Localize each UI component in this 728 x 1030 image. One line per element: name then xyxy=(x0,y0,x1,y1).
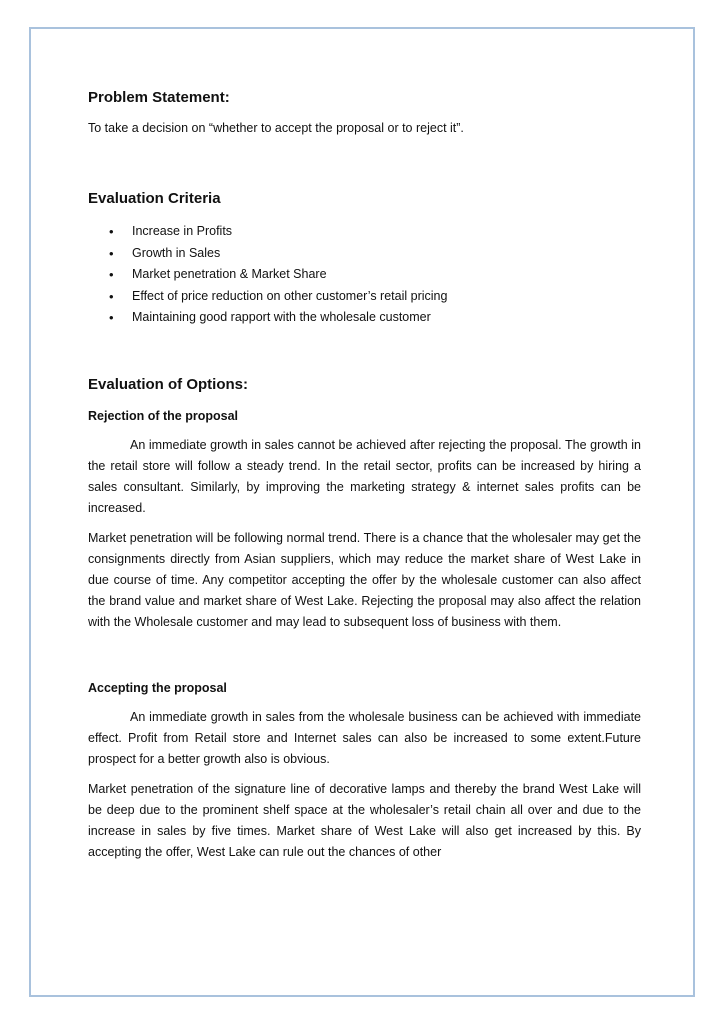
accepting-paragraph-2: Market penetration of the signature line of decorative lamps and thereby the brand West Lake will be deep due to the prominent shelf space at the wholesaler’s retail chain all over and due to the increase in sales by five times. Market share of West Lake will also get increased by this. By accepting the offer, West Lake can rule out the chances of other xyxy=(88,781,641,859)
rejection-heading: Rejection of the proposal xyxy=(88,408,239,423)
problem-statement-text: To take a decision on “whether to accept the proposal or to reject it”. xyxy=(88,121,464,135)
problem-statement-heading: Problem Statement: xyxy=(88,89,230,106)
evaluation-criteria-list xyxy=(88,221,641,329)
list-item: • Market penetration & Market Share xyxy=(88,264,641,286)
list-item: • Maintaining good rapport with the wholesale customer xyxy=(88,307,641,329)
rejection-paragraph-1: An immediate growth in sales cannot be achieved after rejecting the proposal. The growth in the retail store will follow a steady trend. In the retail sector, profits can be increased by hiring a sales consultant. Similarly, by improving the marketing strategy & internet sales profits can be increased. xyxy=(88,437,641,515)
evaluation-options-heading: Evaluation of Options: xyxy=(88,375,248,393)
rejection-paragraph-2: Market penetration will be following normal trend. There is a chance that the wholesaler may get the consignments directly from Asian suppliers, which may reduce the market share of West Lake in due course of time. Any competitor accepting the offer by the wholesale customer can also affect the brand value and market share of West Lake. Rejecting the proposal may also affect the relation with the Wholesale customer and may lead to subsequent loss of business with them. xyxy=(88,530,641,629)
list-item: • Effect of price reduction on other customer’s retail pricing xyxy=(88,286,641,308)
list-item: • Increase in Profits xyxy=(88,221,641,243)
document-content xyxy=(88,88,641,863)
evaluation-criteria-heading: Evaluation Criteria xyxy=(88,190,221,207)
accepting-paragraph-1: An immediate growth in sales from the wholesale business can be achieved with immediate effect. Profit from Retail store and Internet sales can also be increased to some extent.Future prospect for a better growth also is obvious. xyxy=(88,709,641,766)
list-item: • Growth in Sales xyxy=(88,243,641,265)
accepting-heading: Accepting the proposal xyxy=(88,680,227,695)
